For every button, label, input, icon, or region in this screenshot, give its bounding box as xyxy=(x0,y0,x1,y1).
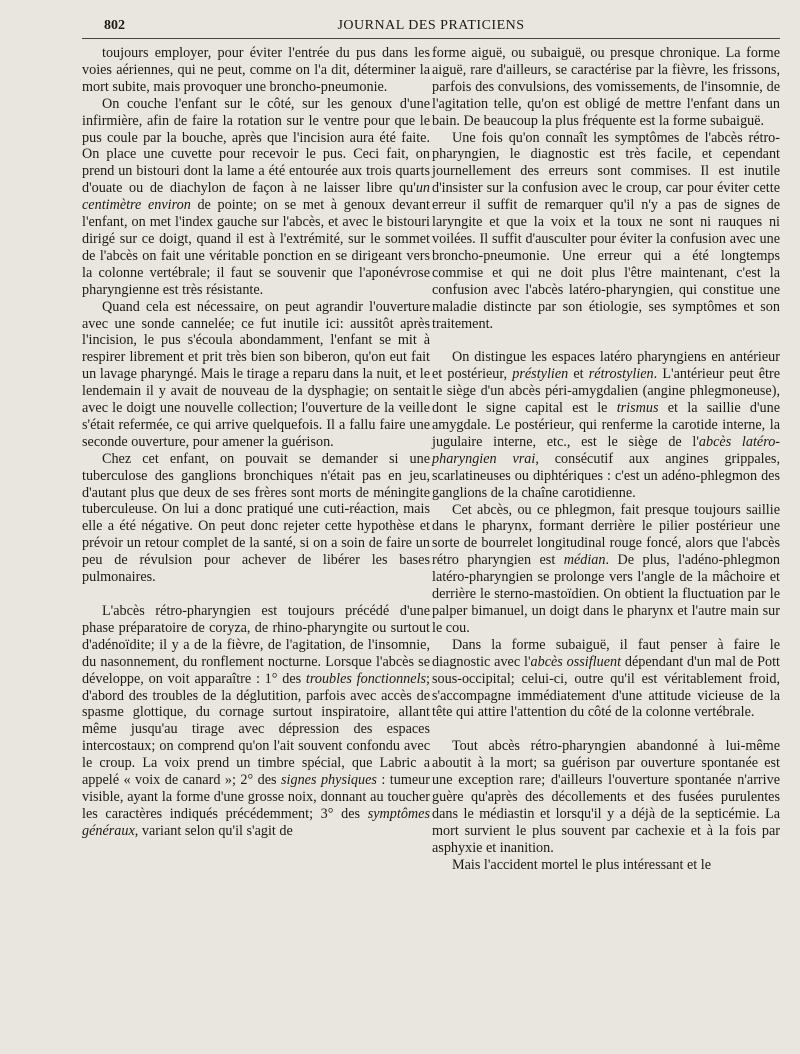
text-run: . De plus, l'adéno-phlegmon latéro-pharyngien se prolonge vers l'angle de la mâchoire et derrière le sterno-mastoïdien. On obtient la fluctuation par le palper bimanuel, un doigt dans le pharynx et l'autre main sur le cou. xyxy=(432,552,780,636)
italic-text: abcès ossifluent xyxy=(530,653,622,670)
text-run: forme aiguë, ou subaiguë, ou presque chronique. La forme aiguë, rare d'ailleurs, se caractérise par la fièvre, les frissons, parfois des convulsions, des vomissements, de l'insomnie, de l'agitation telle, qu'on est obligé de mettre l'enfant dans un bain. De beaucoup la plus fréquente est la forme subaiguë. xyxy=(432,45,780,129)
journal-title: JOURNAL DES PRATICIENS xyxy=(337,18,525,33)
text-run: , consécutif aux angines grippales, scarlatineuses ou diphtériques : c'est un adéno-phlegmon des ganglions de la chaîne carotidienne. xyxy=(432,450,780,501)
paragraph xyxy=(432,45,780,130)
italic-text: un centimètre environ xyxy=(82,180,430,214)
italic-text: abcès latéro-pharyngien vrai xyxy=(432,433,781,467)
italic-text: trismus xyxy=(616,400,659,417)
italic-text: médian xyxy=(563,552,606,569)
paragraph xyxy=(432,857,780,874)
page-number: 802 xyxy=(104,18,125,33)
paragraph xyxy=(82,96,430,299)
text-run: et xyxy=(568,366,589,383)
italic-text: symptômes généraux xyxy=(82,805,430,839)
text-run: Dans la forme subaiguë, il faut penser à faire le diagnostic avec l' xyxy=(432,636,780,670)
paragraph xyxy=(432,349,780,501)
italic-text: troubles fonctionnels xyxy=(305,670,427,687)
paragraph xyxy=(82,45,430,96)
paragraph xyxy=(432,738,780,856)
text-run: : tumeur visible, ayant la forme d'une grosse noix, donnant au toucher les caractères indiqués précédemment; 3° des xyxy=(82,772,430,822)
text-run: dépendant d'un mal de Pott sous-occipital; celui-ci, outre qu'il est véritablement froid, s'accompagne immédiatement d'une attitude vicieuse de la tête qui attire l'attention du côté de la colonne vertébrale. xyxy=(432,653,780,721)
text-columns xyxy=(82,45,780,1025)
paragraph xyxy=(432,130,780,333)
italic-text: préstylien xyxy=(512,366,569,383)
paragraph xyxy=(82,451,430,586)
right-column xyxy=(432,45,780,1025)
text-run: On couche l'enfant sur le côté, sur les genoux d'une infirmière, afin de faire la rotation sur le ventre pour que le pus coule par la bouche, après que l'incision aura été faite. On place une cuvette pour recevoir le pus. Ceci fait, on prend un bistouri dont la lame a été entourée aux trois quarts d'ouate ou de diachylon de façon à ne laisser libre qu' xyxy=(82,95,430,197)
text-run: L'abcès rétro-pharyngien est toujours précédé d'une phase préparatoire de coryza, de rhino-pharyngite ou surtout d'adénoïdite; il y a de la fièvre, de l'agitation, de l'insomnie, du nasonnement, du ronflement nocturne. Lorsque l'abcès se développe, on voit apparaître : 1° des xyxy=(82,603,430,687)
italic-text: signes physiques xyxy=(281,772,377,789)
text-run: Cet abcès, ou ce phlegmon, fait presque toujours saillie dans le pharynx, formant derrière le pilier postérieur une sorte de bourrelet longitudinal rouge foncé, alors que l'abcès rétro pharyngien est xyxy=(432,501,780,569)
text-run: Chez cet enfant, on pouvait se demander si une tuberculose des ganglions bronchiques n'était pas en jeu, d'autant plus que deux de ses frères sont morts de méningite tuberculeuse. On lui a donc pratiqué une cuti-réaction, mais elle a été négative. On peut donc rejeter cette hypothèse et prévoir un retour complet de la santé, si on a soin de faire un peu de révulsion pour achever de libérer les bases pulmonaires. xyxy=(82,450,430,586)
paragraph xyxy=(82,603,430,840)
text-run: , variant selon qu'il s'agit de xyxy=(134,822,293,839)
text-run: . L'antérieur peut être le siège d'un abcès péri-amygdalien (angine phlegmoneuse), dont le signe capital est le xyxy=(432,366,780,417)
text-run: Tout abcès rétro-pharyngien abandonné à lui-même aboutit à la mort; sa guérison par ouverture spontanée est une exception rare; d'ailleurs l'ouverture spontanée n'arrive guère qu'après des décollements et des fusées purulentes dans le médiastin et lorsqu'il y a déjà de la septicémie. La mort survient le plus souvent par cachexie et à la fois par asphyxie et inanition. xyxy=(432,738,780,856)
text-run: toujours employer, pour éviter l'entrée du pus dans les voies aériennes, qui ne peut, comme on l'a dit, déterminer la mort subite, mais provoquer une broncho-pneumonie. xyxy=(82,45,430,95)
paragraph xyxy=(432,637,780,722)
text-run: et la saillie d'une amygdale. Le postérieur, qui renferme la carotide interne, la jugulaire interne, etc., est le siège de l' xyxy=(432,400,781,450)
text-run: Quand cela est nécessaire, on peut agrandir l'ouverture avec une sonde cannelée; ce fut inutile ici: aussitôt après l'incision, le pus s'écoula abondamment, l'enfant se mit à respirer librement et prit très bien son biberon, qu'on eut fait un lavage pharyngé. Mais le tirage a reparu dans la nuit, et le lendemain il y avait de nouveau de la dysphagie; on sentait avec le doigt une nouvelle collection; l'ouverture de la veille s'était refermée, ce qui arrive quelquefois. Il a fallu faire une seconde ouverture, pour amener la guérison. xyxy=(82,298,430,450)
running-head xyxy=(82,14,780,39)
paragraph xyxy=(82,299,430,451)
paragraph xyxy=(432,502,780,637)
italic-text: rétrostylien xyxy=(588,366,654,383)
text-run: Mais l'accident mortel le plus intéressant et le xyxy=(452,856,712,873)
left-column xyxy=(82,45,430,1025)
text-run: ; d'abord des troubles de la déglutition, parfois avec accès de spasme glottique, du cornage surtout inspiratoire, allant même jusqu'au tirage avec dépression des espaces intercostaux; on comprend qu'on l'ait souvent confondu avec le croup. La voix prend un timbre spécial, que Labric a appelé « voix de canard »; 2° des xyxy=(82,670,430,789)
text-run: On distingue les espaces latéro pharyngiens en antérieur et postérieur, xyxy=(432,349,780,383)
text-run: de pointe; on se met à genoux devant l'enfant, on met l'index gauche sur l'abcès, et avec le bistouri dirigé sur ce doigt, quand il est à l'extrémité, sur le sommet de l'abcès on fait une véritable ponction en se dirigeant vers la colonne vertébrale; il faut se souvenir que l'aponévrose pharyngienne est très résistante. xyxy=(82,197,430,298)
text-run: Une fois qu'on connaît les symptômes de l'abcès rétro-pharyngien, le diagnostic est très facile, et cependant journellement des erreurs sont commises. Il est inutile d'insister sur la confusion avec le croup, car pour éviter cette erreur il suffit de remarquer qu'il n'y a pas de signes de laryngite et que la voix et la toux ne sont ni rauques ni voilées. Il suffit d'ausculter pour éviter la confusion avec une broncho-pneumonie. Une erreur qui a été longtemps commise et qui ne doit plus l'être maintenant, c'est la confusion avec l'abcès latéro-pharyngien, qui constitue une maladie distincte par son étiologie, ses symptômes et son traitement. xyxy=(432,129,780,332)
